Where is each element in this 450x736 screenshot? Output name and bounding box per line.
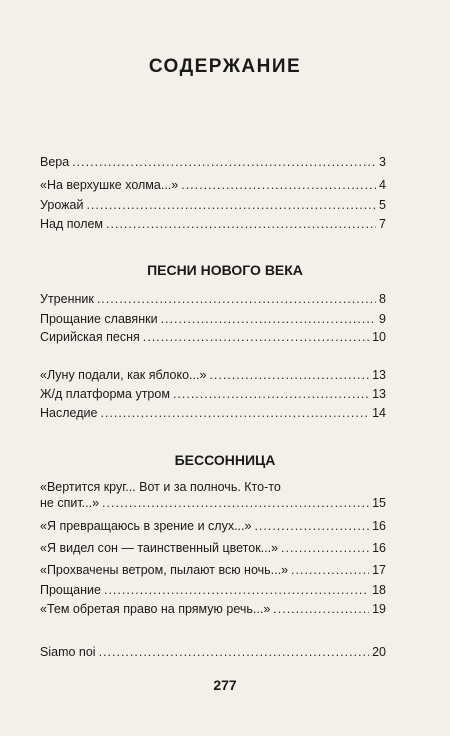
dot-leader [100, 405, 369, 421]
dot-leader [209, 367, 369, 383]
toc-entry-page: 14 [372, 406, 386, 420]
toc-entry-page: 13 [372, 368, 386, 382]
toc-entry-title: Вера [40, 155, 70, 169]
dot-leader [72, 154, 376, 170]
toc-entry-page: 19 [372, 602, 386, 616]
toc-entry [40, 405, 386, 421]
toc-entry-title: «Луну подали, как яблоко...» [40, 368, 207, 382]
toc-entry-title: «На верхушке холма...» [40, 178, 179, 192]
toc-entry-page: 20 [372, 645, 386, 659]
toc-entry-title-line2: не спит...» [40, 496, 100, 510]
toc-entry [40, 601, 386, 617]
toc-entry-page: 10 [372, 330, 386, 344]
toc-entry [40, 644, 386, 660]
toc-entry-title: «Прохвачены ветром, пылают всю ночь...» [40, 563, 289, 577]
page-title: СОДЕРЖАНИЕ [148, 56, 302, 77]
dot-leader [254, 518, 369, 534]
toc-entry-page: 5 [379, 198, 386, 212]
toc-entry [40, 291, 386, 307]
toc-entry [40, 518, 386, 534]
dot-leader [161, 311, 376, 327]
page-number: 277 [213, 677, 237, 693]
dot-leader [143, 329, 369, 345]
toc-entry-title: Ж/д платформа утром [40, 387, 170, 401]
toc-entry [40, 540, 386, 556]
dot-leader [104, 582, 369, 598]
dot-leader [99, 644, 370, 660]
section-heading: БЕССОННИЦА [174, 452, 276, 468]
toc-entry-title: Siamo noi [40, 645, 96, 659]
toc-entry [40, 177, 386, 193]
toc-entry [40, 154, 386, 170]
toc-entry-page: 16 [372, 541, 386, 555]
toc-entry-page: 9 [379, 312, 386, 326]
toc-entry-title: Прощание славянки [40, 312, 158, 326]
dot-leader [173, 386, 369, 402]
toc-entry [40, 582, 386, 598]
dot-leader [106, 216, 376, 232]
toc-entry [40, 386, 386, 402]
dot-leader [291, 562, 369, 578]
toc-entry-title: Наследие [40, 406, 98, 420]
toc-entry-title: Сирийская песня [40, 330, 140, 344]
toc-entry-page: 18 [372, 583, 386, 597]
toc-entry-page: 4 [379, 178, 386, 192]
dot-leader [181, 177, 376, 193]
toc-entry-page: 16 [372, 519, 386, 533]
dot-leader [281, 540, 369, 556]
toc-entry-title: Прощание [40, 583, 101, 597]
dot-leader [102, 495, 369, 511]
dot-leader [97, 291, 376, 307]
toc-entry-page: 3 [379, 155, 386, 169]
toc-entry-title: «Я видел сон — таинственный цветок...» [40, 541, 279, 555]
section-heading: ПЕСНИ НОВОГО ВЕКА [147, 262, 303, 278]
toc-entry [40, 562, 386, 578]
toc-entry-title: Утренник [40, 292, 94, 306]
toc-entry-title: Над полем [40, 217, 104, 231]
toc-entry-page: 15 [372, 496, 386, 510]
toc-entry [40, 367, 386, 383]
toc-entry-page: 17 [372, 563, 386, 577]
toc-entry-title-line1: «Вертится круг... Вот и за полночь. Кто-то [40, 480, 281, 494]
toc-entry-page: 8 [379, 292, 386, 306]
toc-entry [40, 311, 386, 327]
dot-leader [86, 197, 376, 213]
toc-entry [40, 329, 386, 345]
toc-entry-multiline [40, 479, 386, 511]
toc-entry [40, 197, 386, 213]
toc-entry-title: «Я превращаюсь в зрение и слух...» [40, 519, 252, 533]
toc-entry-title: «Тем обретая право на прямую речь...» [40, 602, 271, 616]
toc-entry-page: 13 [372, 387, 386, 401]
toc-entry [40, 216, 386, 232]
toc-entry-title: Урожай [40, 198, 84, 212]
dot-leader [273, 601, 369, 617]
toc-entry-page: 7 [379, 217, 386, 231]
